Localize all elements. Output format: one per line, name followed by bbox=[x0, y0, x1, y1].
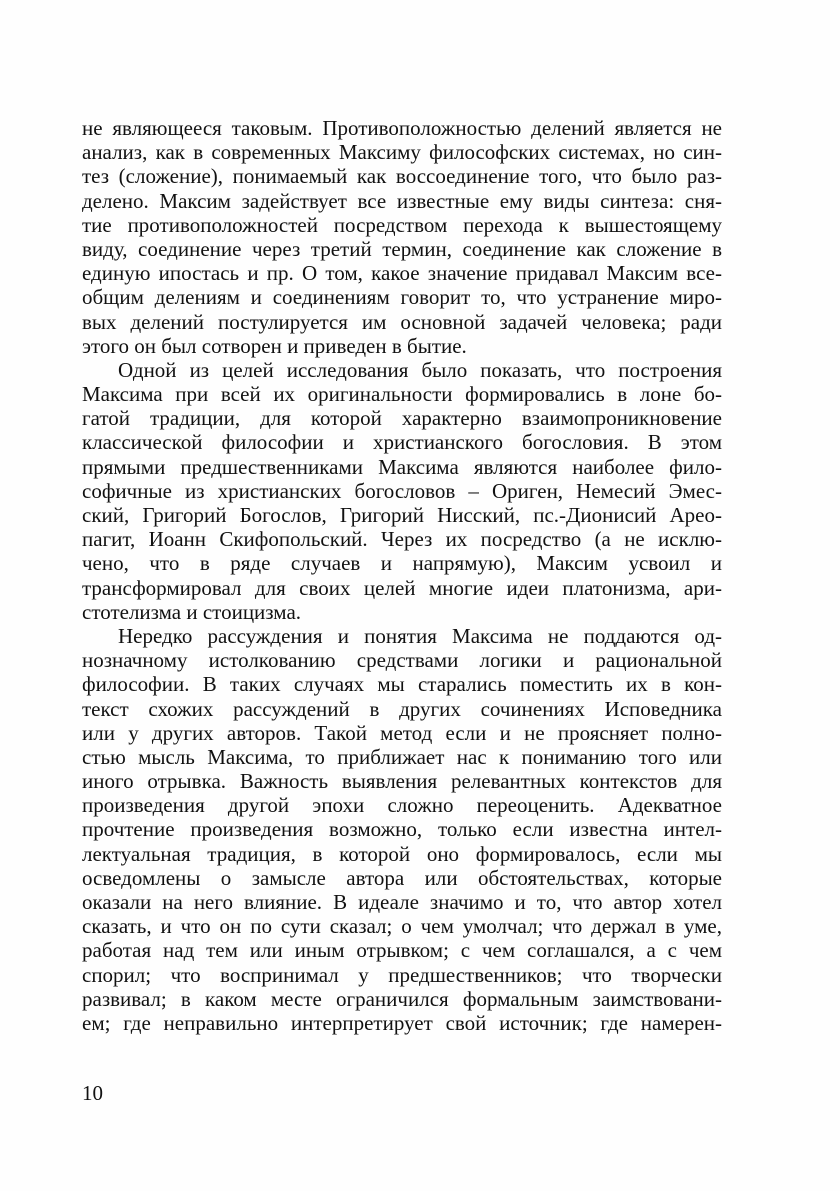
text-line: ем; где неправильно интерпретирует свой источник; где намерен- bbox=[82, 1010, 722, 1035]
text-line: делено. Максим задействует все известные ему виды синтеза: сня- bbox=[82, 188, 722, 213]
text-line: Нередко рассуждения и понятия Максима не поддаются од- bbox=[118, 623, 722, 648]
text-line: софичные из христианских богословов – Ориген, Немесий Эмес- bbox=[82, 478, 722, 503]
text-line: прочтение произведения возможно, только если известна интел- bbox=[82, 817, 722, 842]
text-line: лектуальная традиция, в которой оно формировалось, если мы bbox=[82, 841, 722, 866]
text-line: нозначному истолкованию средствами логики и рациональной bbox=[82, 648, 722, 673]
text-line: стью мысль Максима, то приближает нас к пониманию того или bbox=[82, 744, 722, 769]
body-text bbox=[82, 116, 722, 1035]
text-line: единую ипостась и пр. О том, какое значение придавал Максим все- bbox=[82, 261, 722, 286]
text-line: стотелизма и стоицизма. bbox=[82, 599, 302, 624]
text-line: спорил; что воспринимал у предшественников; что творчески bbox=[82, 962, 722, 987]
text-line: этого он был сотворен и приведен в бытие. bbox=[82, 333, 467, 358]
text-line: вых делений постулируется им основной задачей человека; ради bbox=[82, 309, 722, 334]
text-line: анализ, как в современных Максиму философских системах, но син- bbox=[82, 140, 722, 165]
text-line: Одной из целей исследования было показать, что построения bbox=[118, 357, 722, 382]
text-line: трансформировал для своих целей многие идеи платонизма, ари- bbox=[82, 575, 722, 600]
text-line: гатой традиции, для которой характерно взаимопроникновение bbox=[82, 406, 722, 431]
text-line: виду, соединение через третий термин, соединение как сложение в bbox=[82, 236, 722, 261]
text-line: классической философии и христианского богословия. В этом bbox=[82, 430, 722, 455]
text-line: философии. В таких случаях мы старались поместить их в кон- bbox=[82, 672, 722, 697]
text-line: осведомлены о замысле автора или обстоятельствах, которые bbox=[82, 865, 722, 890]
text-line: чено, что в ряде случаев и напрямую), Максим усвоил и bbox=[82, 551, 722, 576]
text-line: сказать, и что он по сути сказал; о чем умолчал; что держал в уме, bbox=[82, 914, 722, 939]
text-line: прямыми предшественниками Максима являются наиболее фило- bbox=[82, 454, 722, 479]
text-line: тез (сложение), понимаемый как воссоединение того, что было раз- bbox=[82, 164, 722, 189]
text-line: общим делениям и соединениям говорит то, что устранение миро- bbox=[82, 285, 722, 310]
text-line: или у других авторов. Такой метод если и не проясняет полно- bbox=[82, 720, 722, 745]
text-line: ский, Григорий Богослов, Григорий Нисский, пс.-Дионисий Арео- bbox=[82, 503, 722, 527]
text-line: Максима при всей их оригинальности формировались в лоне бо- bbox=[82, 382, 722, 407]
text-line: пагит, Иоанн Скифопольский. Через их посредство (а не исклю- bbox=[82, 527, 722, 552]
text-line: тие противоположностей посредством перехода к вышестоящему bbox=[82, 212, 722, 237]
text-line: текст схожих рассуждений в других сочинениях Исповедника bbox=[82, 696, 722, 721]
text-line: работая над тем или иным отрывком; с чем соглашался, а с чем bbox=[82, 938, 722, 963]
text-line: произведения другой эпохи сложно переоценить. Адекватное bbox=[82, 793, 722, 818]
text-line: не являющееся таковым. Противоположностью делений является не bbox=[82, 116, 722, 140]
text-line: иного отрывка. Важность выявления релевантных контекстов для bbox=[82, 769, 722, 794]
text-line: оказали на него влияние. В идеале значимо и то, что автор хотел bbox=[82, 890, 722, 914]
text-line: развивал; в каком месте ограничился формальным заимствовани- bbox=[82, 986, 722, 1011]
page-number: 10 bbox=[82, 1081, 103, 1105]
